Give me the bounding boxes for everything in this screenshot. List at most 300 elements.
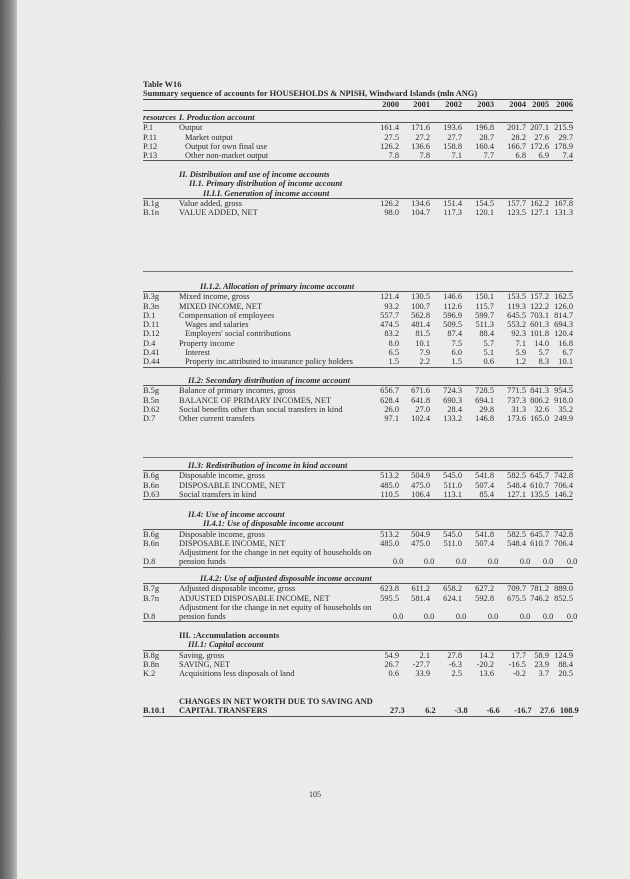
cell-value: 173.6 <box>507 414 526 424</box>
cell-value: 2.1 <box>419 650 430 660</box>
cell-value: 6.5 <box>388 348 399 358</box>
row-label-text: Other non-market output <box>185 151 269 161</box>
cell-value: 0.0 <box>566 612 578 622</box>
year-header: 2003 <box>477 99 494 109</box>
row-code: B.8n <box>143 659 160 669</box>
cell-value: 124.9 <box>554 650 573 660</box>
cell-value: 92.3 <box>511 329 526 339</box>
row-label <box>179 199 367 208</box>
table-row <box>143 584 573 593</box>
cell-value: 562.8 <box>411 310 430 320</box>
table-row <box>143 490 573 499</box>
row-code: B.5g <box>143 386 160 396</box>
row-label-text: Social benefits other than social transfers in kind <box>179 404 343 414</box>
row-label <box>179 329 367 338</box>
year-header: 2005 <box>532 99 549 109</box>
cell-value: 28.4 <box>447 404 462 414</box>
cell-value: 7.7 <box>483 151 494 161</box>
cell-value: 215.9 <box>554 123 573 133</box>
table-row <box>143 292 573 301</box>
row-code: B.7g <box>143 584 160 594</box>
cell-value: 511.3 <box>475 320 494 330</box>
row-label-text-line2: CAPITAL TRANSFERS <box>179 706 268 716</box>
cell-value: 108.9 <box>559 706 579 716</box>
cell-value: 694.3 <box>554 320 573 330</box>
cell-value: 511.0 <box>443 480 462 490</box>
cell-value: 0.0 <box>566 557 578 567</box>
cell-value: 29.7 <box>558 132 573 142</box>
cell-value: 645.5 <box>507 310 526 320</box>
cell-value: 28.7 <box>479 132 494 142</box>
section-rows <box>143 386 573 423</box>
row-label <box>179 357 367 366</box>
cell-value: 889.0 <box>554 584 573 594</box>
cell-value: 106.4 <box>411 489 430 499</box>
subsection-title: II.1.2. Allocation of primary income account <box>143 282 573 292</box>
table-row <box>143 329 573 338</box>
table-row <box>143 405 573 414</box>
row-label-text: Social transfers in kind <box>179 489 257 499</box>
row-label <box>179 151 367 160</box>
row-label-text: Mixed income, gross <box>179 292 250 302</box>
cell-value: 5.7 <box>538 348 549 358</box>
row-label-text: SAVING, NET <box>179 659 231 669</box>
section-use-disposable <box>143 510 578 568</box>
cell-value: 6.8 <box>515 151 526 161</box>
section-generation <box>143 170 573 217</box>
cell-value: 1.2 <box>515 357 526 367</box>
cell-value: 481.4 <box>411 320 430 330</box>
cell-value: -6.6 <box>486 706 500 716</box>
cell-value: 32.6 <box>534 404 549 414</box>
cell-value: 150.1 <box>475 292 494 302</box>
row-label <box>179 133 367 142</box>
cell-value: 671.6 <box>411 386 430 396</box>
cell-value: 85.4 <box>479 489 494 499</box>
row-label <box>179 123 367 132</box>
cell-value: 249.9 <box>554 414 573 424</box>
cell-value: 31.3 <box>511 404 526 414</box>
table-row <box>143 133 573 142</box>
cell-value: 119.3 <box>507 301 526 311</box>
cell-value: 742.8 <box>554 529 573 539</box>
cell-value: 0.0 <box>487 557 499 567</box>
cell-value: 136.6 <box>411 141 430 151</box>
cell-value: 2.2 <box>419 357 430 367</box>
table-row <box>143 320 573 329</box>
cell-value: 595.5 <box>380 593 399 603</box>
cell-value: 26.7 <box>384 659 399 669</box>
scan-edge <box>0 0 17 879</box>
cell-value: 10.1 <box>558 357 573 367</box>
cell-value: 193.6 <box>443 123 462 133</box>
table-row <box>143 602 578 622</box>
cell-value: 742.8 <box>554 471 573 481</box>
section-rows <box>143 529 578 568</box>
row-label <box>179 530 367 539</box>
cell-value: 153.5 <box>507 292 526 302</box>
cell-value: 6.7 <box>562 348 573 358</box>
cell-value: 120.4 <box>554 329 573 339</box>
cell-value: 0.6 <box>483 357 494 367</box>
cell-value: 737.3 <box>507 395 526 405</box>
cell-value: 122.2 <box>530 301 549 311</box>
cell-value: 127.1 <box>530 208 549 218</box>
row-label-text: VALUE ADDED, NET <box>179 208 258 218</box>
cell-value: 172.6 <box>530 141 549 151</box>
row-label-text: Value added, gross <box>179 198 243 208</box>
cell-value: -3.8 <box>454 706 468 716</box>
row-code: P.1 <box>143 123 154 133</box>
row-code: B.3g <box>143 292 160 302</box>
cell-value: 485.0 <box>380 480 399 490</box>
section-rows <box>143 651 573 679</box>
table-id: Table W16 <box>143 80 182 89</box>
cell-value: 728.5 <box>475 386 494 396</box>
cell-value: 545.0 <box>443 529 462 539</box>
row-label-text: BALANCE OF PRIMARY INCOMES, NET <box>179 395 332 405</box>
row-label-text: Adjustment for the change in net equity of households on <box>179 602 372 612</box>
cell-value: -16.7 <box>514 706 532 716</box>
cell-value: 0.0 <box>542 557 554 567</box>
row-label <box>179 142 367 151</box>
cell-value: 27.6 <box>534 132 549 142</box>
row-label <box>179 311 367 320</box>
row-label <box>179 396 367 405</box>
row-code: B.3n <box>143 301 160 311</box>
cell-value: 706.4 <box>554 480 573 490</box>
row-label <box>179 292 367 301</box>
table-row <box>143 357 573 366</box>
section-primary <box>143 282 573 368</box>
row-label-text: Disposable income, gross <box>179 471 265 481</box>
cell-value: 746.2 <box>530 593 549 603</box>
year-header: 2002 <box>445 99 462 109</box>
cell-value: 207.1 <box>530 123 549 133</box>
cell-value: 781.2 <box>530 584 549 594</box>
row-label <box>179 697 373 716</box>
cell-value: 610.7 <box>530 538 549 548</box>
cell-value: 852.5 <box>554 593 573 603</box>
cell-value: 475.0 <box>411 480 430 490</box>
cell-value: 507.4 <box>475 480 494 490</box>
row-label-text: DISPOSABLE INCOME, NET <box>179 480 286 490</box>
cell-value: 112.6 <box>443 301 462 311</box>
cell-value: 130.5 <box>411 292 430 302</box>
table-row <box>143 471 573 480</box>
cell-value: 509.5 <box>443 320 462 330</box>
cell-value: -20.2 <box>476 659 494 669</box>
year-header: 2000 <box>382 99 399 109</box>
row-label <box>179 584 367 593</box>
cell-value: 0.0 <box>519 557 531 567</box>
cell-value: 126.2 <box>380 198 399 208</box>
cell-value: 161.4 <box>380 123 399 133</box>
cell-value: 623.8 <box>380 584 399 594</box>
cell-value: 166.7 <box>507 141 526 151</box>
row-code: D.4 <box>143 338 156 348</box>
row-code: D.8 <box>143 557 156 567</box>
row-label <box>179 669 367 678</box>
row-label <box>179 539 367 548</box>
cell-value: 115.7 <box>475 301 494 311</box>
cell-value: 599.7 <box>475 310 494 320</box>
cell-value: 23.9 <box>534 659 549 669</box>
row-code: B.6n <box>143 480 160 490</box>
section-heading <box>143 113 573 123</box>
table-row <box>143 530 573 539</box>
row-label-text: Wages and salaries <box>185 320 249 330</box>
cell-value: 596.9 <box>443 310 462 320</box>
table-row <box>143 302 573 311</box>
cell-value: 2.5 <box>451 669 462 679</box>
cell-value: 513.2 <box>380 529 399 539</box>
cell-value: 690.3 <box>443 395 462 405</box>
table-row <box>143 414 573 423</box>
row-label-text: Other current transfers <box>179 414 255 424</box>
cell-value: 33.9 <box>415 669 430 679</box>
cell-value: 601.3 <box>530 320 549 330</box>
cell-value: 645.7 <box>530 529 549 539</box>
cell-value: 35.2 <box>558 404 573 414</box>
cell-value: 0.0 <box>455 612 467 622</box>
row-label-text: Disposable income, gross <box>179 529 265 539</box>
cell-value: 158.8 <box>443 141 462 151</box>
row-code: D.11 <box>143 320 160 330</box>
cell-value: 123.5 <box>507 208 526 218</box>
cell-value: 1.5 <box>451 357 462 367</box>
table-row <box>143 669 573 678</box>
row-code: B.6n <box>143 538 160 548</box>
cell-value: 806.2 <box>530 395 549 405</box>
cell-value: 0.0 <box>542 612 554 622</box>
cell-value: 101.8 <box>530 329 549 339</box>
row-code: D.8 <box>143 612 156 622</box>
cell-value: 27.0 <box>415 404 430 414</box>
cell-value: 131.3 <box>554 208 573 218</box>
row-label-text: Saving, gross <box>179 650 225 660</box>
row-label-text: Property inc.attributed to insurance policy holders <box>185 357 353 367</box>
cell-value: 100.7 <box>411 301 430 311</box>
cell-value: 162.2 <box>530 198 549 208</box>
table-row <box>143 697 579 716</box>
cell-value: 6.9 <box>538 151 549 161</box>
row-label-text: Output <box>179 123 203 133</box>
section-title: II. Distribution and use of income accounts <box>179 170 330 179</box>
cell-value: 117.3 <box>443 208 462 218</box>
row-label-text: Interest <box>185 348 211 358</box>
row-label-text: Acquisitions less disposals of land <box>179 669 295 679</box>
table-row <box>143 208 573 217</box>
cell-value: 6.0 <box>451 348 462 358</box>
row-label <box>179 320 367 329</box>
table-row <box>143 481 573 490</box>
table-title: Summary sequence of accounts for HOUSEHOLDS & NPISH, Windward Islands (mln ANG) <box>143 89 573 99</box>
cell-value: 26.0 <box>384 404 399 414</box>
table-row <box>143 386 573 395</box>
cell-value: 658.2 <box>443 584 462 594</box>
cell-value: 703.1 <box>530 310 549 320</box>
table-row <box>143 151 573 160</box>
section-capital <box>143 631 573 678</box>
cell-value: 504.9 <box>411 471 430 481</box>
page-number: 105 <box>309 790 321 799</box>
table-row <box>143 594 573 603</box>
table-row <box>143 339 573 348</box>
row-code: D.7 <box>143 414 156 424</box>
cell-value: 16.8 <box>558 338 573 348</box>
row-label <box>179 660 367 669</box>
cell-value: -16.5 <box>508 659 526 669</box>
cell-value: 167.8 <box>554 198 573 208</box>
row-code: D.63 <box>143 489 160 499</box>
row-code: D.41 <box>143 348 160 358</box>
cell-value: 14.0 <box>534 338 549 348</box>
cell-value: -6.3 <box>448 659 462 669</box>
row-label <box>179 603 371 622</box>
cell-value: 201.7 <box>507 123 526 133</box>
cell-value: 160.4 <box>475 141 494 151</box>
cell-value: 6.2 <box>425 706 436 716</box>
cell-value: 475.0 <box>411 538 430 548</box>
cell-value: 7.5 <box>451 338 462 348</box>
cell-value: 20.5 <box>558 669 573 679</box>
cell-value: 3.7 <box>538 669 549 679</box>
cell-value: 10.1 <box>415 338 430 348</box>
cell-value: 624.1 <box>443 593 462 603</box>
cell-value: 694.1 <box>475 395 494 405</box>
cell-value: 87.4 <box>447 329 462 339</box>
year-header-row <box>143 100 573 111</box>
row-label-text: Output for own final use <box>185 141 268 151</box>
cell-value: 135.5 <box>530 489 549 499</box>
section-redistribution <box>143 461 573 500</box>
cell-value: 0.6 <box>388 669 399 679</box>
cell-value: 151.4 <box>443 198 462 208</box>
cell-value: 196.8 <box>475 123 494 133</box>
subsection-title: III.1: Capital account <box>143 640 573 650</box>
table-row <box>143 548 578 567</box>
cell-value: 513.2 <box>380 471 399 481</box>
section-title: III. :Accumulation accounts <box>179 631 280 640</box>
row-code: P.12 <box>143 141 158 151</box>
row-label-text: Adjustment for the change in net equity of households on <box>179 548 372 558</box>
cell-value: 709.7 <box>507 584 526 594</box>
row-label-text: MIXED INCOME, NET <box>179 301 263 311</box>
cell-value: 7.4 <box>562 151 573 161</box>
row-label-text: Market output <box>185 132 233 142</box>
cell-value: 675.5 <box>507 593 526 603</box>
cell-value: 54.9 <box>384 650 399 660</box>
cell-value: 27.3 <box>390 706 405 716</box>
subsection-title: II.1. Primary distribution of income account <box>189 179 343 189</box>
subsection-title: II.4.1: Use of disposable income account <box>143 519 573 529</box>
cell-value: 171.6 <box>411 123 430 133</box>
row-code: P.11 <box>143 132 157 142</box>
row-code: D.12 <box>143 329 160 339</box>
divider <box>143 271 573 272</box>
table-row <box>143 660 573 669</box>
cell-value: 548.4 <box>507 538 526 548</box>
cell-value: 7.9 <box>419 348 430 358</box>
row-code: B.6g <box>143 529 160 539</box>
row-code: B.6g <box>143 471 160 481</box>
section-rows <box>143 471 573 500</box>
row-code: B.7n <box>143 593 160 603</box>
row-code: D.1 <box>143 310 156 320</box>
cell-value: 97.1 <box>384 414 399 424</box>
cell-value: 656.7 <box>380 386 399 396</box>
cell-value: 771.5 <box>507 386 526 396</box>
table-row <box>143 651 573 660</box>
cell-value: 954.5 <box>554 386 573 396</box>
cell-value: 28.2 <box>511 132 526 142</box>
section-production <box>143 113 573 161</box>
cell-value: 645.7 <box>530 471 549 481</box>
cell-value: 7.8 <box>388 151 399 161</box>
cell-value: 98.0 <box>384 208 399 218</box>
cell-value: 814.7 <box>554 310 573 320</box>
row-label <box>179 405 367 414</box>
cell-value: 548.4 <box>507 480 526 490</box>
cell-value: 0.0 <box>423 612 435 622</box>
row-label-text: Compensation of employees <box>179 310 275 320</box>
cell-value: 29.8 <box>479 404 494 414</box>
table-row <box>143 199 573 208</box>
cell-value: 178.9 <box>554 141 573 151</box>
year-header: 2004 <box>509 99 526 109</box>
cell-value: 0.0 <box>455 557 467 567</box>
table-row <box>143 142 573 151</box>
cell-value: -27.7 <box>412 659 430 669</box>
cell-value: 83.2 <box>384 329 399 339</box>
row-code: D.44 <box>143 357 160 367</box>
cell-value: 841.3 <box>530 386 549 396</box>
cell-value: 17.7 <box>511 650 526 660</box>
subsection-title: II.I.I. Generation of income account <box>143 189 573 199</box>
cell-value: 58.9 <box>534 650 549 660</box>
cell-value: 706.4 <box>554 538 573 548</box>
row-label <box>179 348 367 357</box>
row-code: B.8g <box>143 650 160 660</box>
cell-value: -0.2 <box>512 669 526 679</box>
cell-value: 5.7 <box>483 338 494 348</box>
cell-value: 0.0 <box>423 557 435 567</box>
row-code: D.62 <box>143 404 160 414</box>
cell-value: 7.8 <box>419 151 430 161</box>
cell-value: 14.2 <box>479 650 494 660</box>
row-label-text: Employers' social contributions <box>185 329 291 339</box>
table-row <box>143 311 573 320</box>
cell-value: 27.2 <box>415 132 430 142</box>
subsection-title: II.3: Redistribution of income in kind account <box>143 461 573 471</box>
row-label <box>179 490 367 499</box>
divider <box>143 457 573 458</box>
row-label-text-line2: pension funds <box>179 557 226 567</box>
cell-value: 165.0 <box>530 414 549 424</box>
cell-value: 81.5 <box>415 329 430 339</box>
cell-value: 507.4 <box>475 538 494 548</box>
row-label-text: DISPOSABLE INCOME, NET <box>179 538 286 548</box>
table-row <box>143 396 573 405</box>
cell-value: 27.8 <box>447 650 462 660</box>
row-label <box>179 339 367 348</box>
cell-value: 113.1 <box>443 489 462 499</box>
subsection-title: II.2: Secondary distribution of income account <box>143 376 573 386</box>
table-header <box>143 80 573 111</box>
cell-value: 104.7 <box>411 208 430 218</box>
cell-value: 146.6 <box>443 292 462 302</box>
